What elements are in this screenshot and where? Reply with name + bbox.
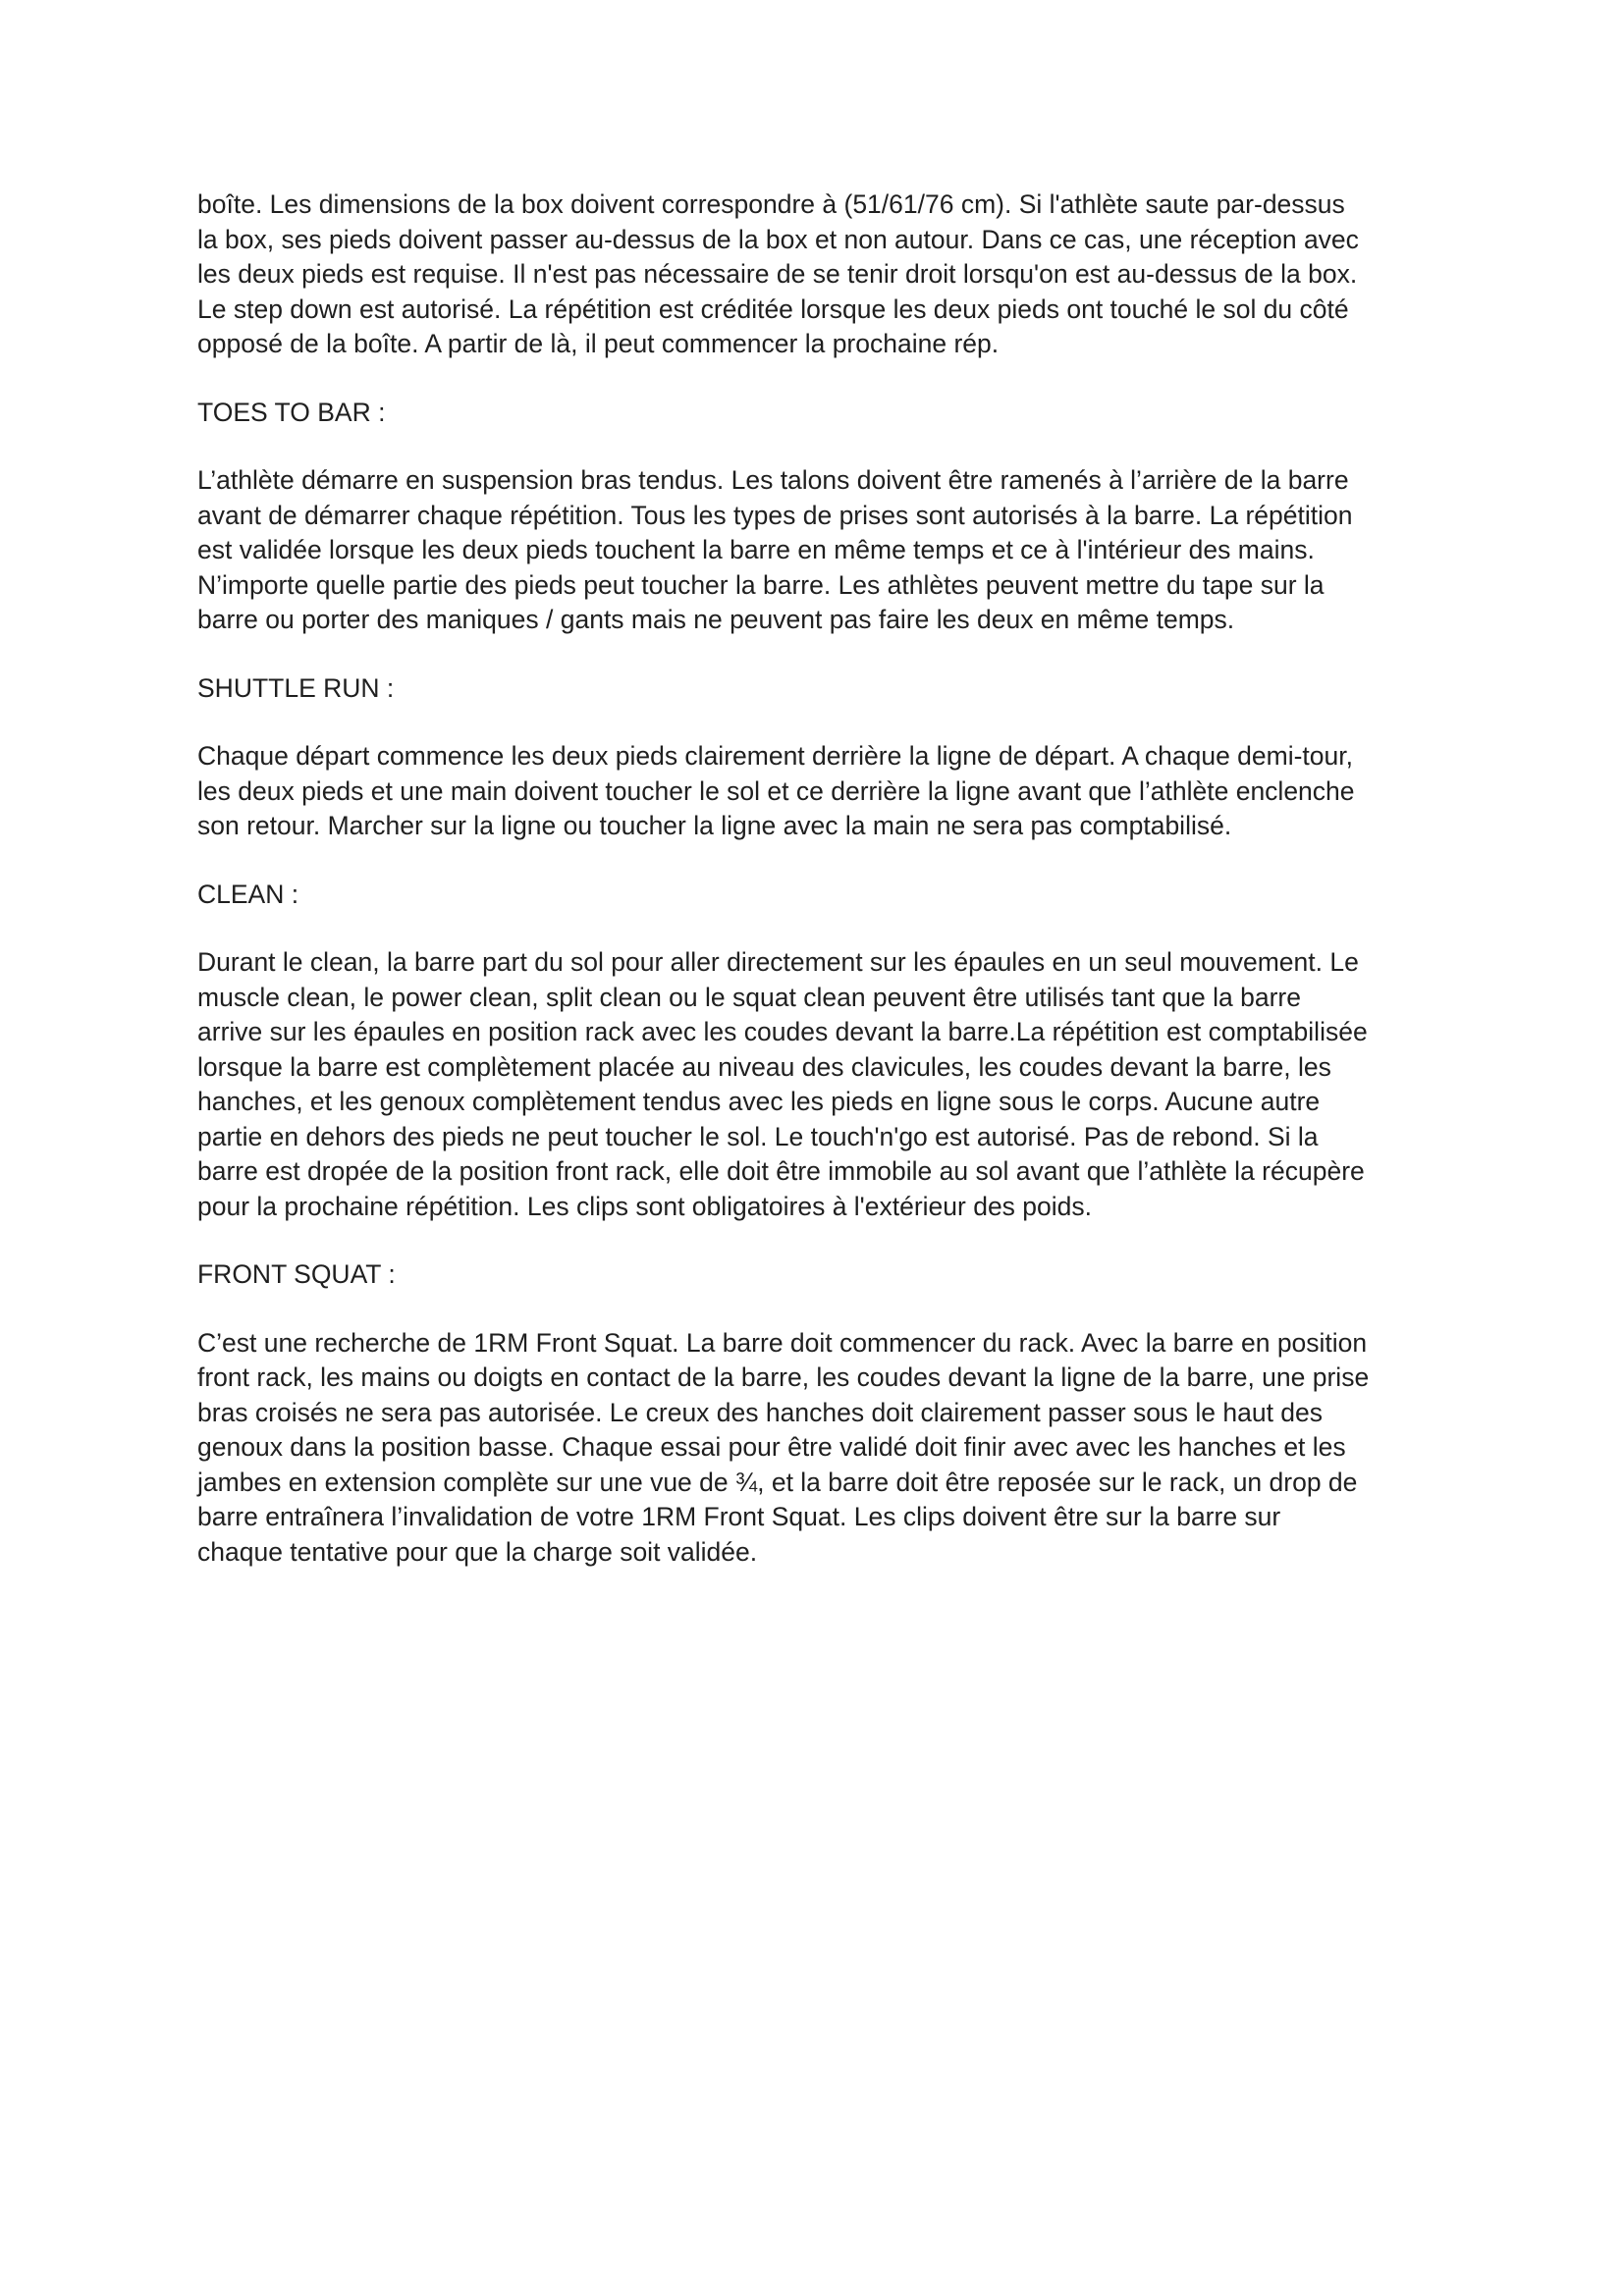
document-body (197, 187, 1436, 1603)
text-line: les deux pieds et une main doivent toucher le sol et ce derrière la ligne avant que l’athlète enclenche (197, 775, 1355, 806)
text-line: pour la prochaine répétition. Les clips sont obligatoires à l'extérieur des poids. (197, 1191, 1093, 1221)
shuttle-run-heading: SHUTTLE RUN : (197, 672, 395, 703)
text-line: barre est dropée de la position front rack, elle doit être immobile au sol avant que l’athlète la récupère (197, 1156, 1365, 1186)
text-line: muscle clean, le power clean, split clean ou le squat clean peuvent être utilisés tant que la barre (197, 982, 1301, 1012)
text-line: les deux pieds est requise. Il n'est pas nécessaire de se tenir droit lorsqu'on est au-dessus de la box. (197, 259, 1358, 289)
text-line: son retour. Marcher sur la ligne ou toucher la ligne avec la main ne sera pas comptabilisé. (197, 811, 1232, 840)
text-line: jambes en extension complète sur une vue de ¾, et la barre doit être reposée sur le rack, un drop de (197, 1467, 1358, 1497)
text-line: front rack, les mains ou doigts en contact de la barre, les coudes devant la ligne de la barre, une prise (197, 1362, 1370, 1392)
text-line: partie en dehors des pieds ne peut toucher le sol. Le touch'n'go est autorisé. Pas de rebond. Si la (197, 1121, 1319, 1151)
text-line: arrive sur les épaules en position rack avec les coudes devant la barre.La répétition est comptabilisée (197, 1017, 1368, 1046)
clean-heading: CLEAN : (197, 879, 299, 909)
text-line: opposé de la boîte. A partir de là, il peut commencer la prochaine rép. (197, 329, 1000, 358)
text-line: avant de démarrer chaque répétition. Tous les types de prises sont autorisés à la barre. La répétition (197, 500, 1353, 530)
text-line: Le step down est autorisé. La répétition est créditée lorsque les deux pieds ont touché le sol du côté (197, 294, 1349, 324)
text-line: boîte. Les dimensions de la box doivent correspondre à (51/61/76 cm). Si l'athlète saute par-dessus (197, 189, 1345, 219)
text-line: barre ou porter des maniques / gants mais ne peuvent pas faire les deux en même temps. (197, 605, 1235, 634)
text-line: la box, ses pieds doivent passer au-dessus de la box et non autour. Dans ce cas, une réception avec (197, 224, 1359, 254)
text-line: Durant le clean, la barre part du sol pour aller directement sur les épaules en un seul mouvement. Le (197, 947, 1359, 977)
front-squat-paragraph (197, 1326, 1436, 1571)
text-line: bras croisés ne sera pas autorisée. Le creux des hanches doit clairement passer sous le haut des (197, 1397, 1324, 1427)
text-line: chaque tentative pour que la charge soit validée. (197, 1536, 758, 1567)
box-jump-paragraph (197, 187, 1436, 362)
front-squat-heading: FRONT SQUAT : (197, 1259, 396, 1289)
text-line: lorsque la barre est complètement placée au niveau des clavicules, les coudes devant la barre, les (197, 1051, 1331, 1082)
text-line: hanches, et les genoux complètement tendus avec les pieds en ligne sous le corps. Aucune autre (197, 1087, 1321, 1116)
text-line: Chaque départ commence les deux pieds clairement derrière la ligne de départ. A chaque demi-tour, (197, 741, 1353, 771)
toes-to-bar-paragraph (197, 463, 1436, 638)
text-line: est validée lorsque les deux pieds touchent la barre en même temps et ce à l'intérieur des mains. (197, 535, 1315, 564)
toes-to-bar-heading: TOES TO BAR : (197, 397, 386, 427)
text-line: genoux dans la position basse. Chaque essai pour être validé doit finir avec avec les hanches et les (197, 1432, 1346, 1462)
text-line: N’importe quelle partie des pieds peut toucher la barre. Les athlètes peuvent mettre du tape sur la (197, 569, 1325, 600)
shuttle-run-paragraph (197, 739, 1436, 844)
text-line: L’athlète démarre en suspension bras tendus. Les talons doivent être ramenés à l’arrière de la barre (197, 465, 1349, 495)
text-line: C’est une recherche de 1RM Front Squat. La barre doit commencer du rack. Avec la barre en position (197, 1327, 1368, 1358)
clean-paragraph (197, 945, 1436, 1224)
text-line: barre entraînera l’invalidation de votre 1RM Front Squat. Les clips doivent être sur la barre sur (197, 1502, 1281, 1531)
